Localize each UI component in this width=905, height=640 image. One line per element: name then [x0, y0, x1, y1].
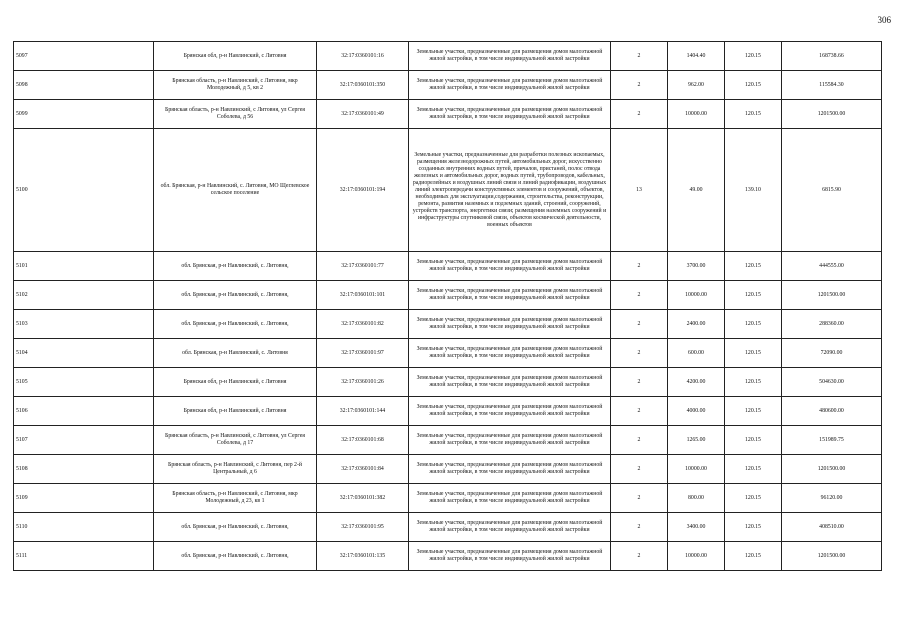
permitted-use-cell: Земельные участки, предназначенные для размещения домов малоэтажной жилой застройки, в том числе индивидуальной жилой застройки — [409, 42, 611, 71]
permitted-use-cell: Земельные участки, предназначенные для размещения домов малоэтажной жилой застройки, в том числе индивидуальной жилой застройки — [409, 542, 611, 571]
permitted-use-cell: Земельные участки, предназначенные для размещения домов малоэтажной жилой застройки, в том числе индивидуальной жилой застройки — [409, 484, 611, 513]
table-row — [14, 426, 882, 455]
row-number: 5108 — [14, 455, 154, 484]
table-body — [14, 42, 882, 571]
permitted-use-cell: Земельные участки, предназначенные для размещения домов малоэтажной жилой застройки, в том числе индивидуальной жилой застройки — [409, 252, 611, 281]
permitted-use-cell: Земельные участки, предназначенные для размещения домов малоэтажной жилой застройки, в том числе индивидуальной жилой застройки — [409, 100, 611, 129]
table-row — [14, 281, 882, 310]
table-row — [14, 542, 882, 571]
area-cell: 962.00 — [668, 71, 725, 100]
use-group-cell: 2 — [611, 339, 668, 368]
area-cell: 800.00 — [668, 484, 725, 513]
row-number: 5102 — [14, 281, 154, 310]
cadastral-number-cell: 32:17:0360101:68 — [317, 426, 409, 455]
cadastral-number-cell: 32:17:0360101:84 — [317, 455, 409, 484]
cadastral-value-cell: 96120.00 — [782, 484, 882, 513]
row-number: 5104 — [14, 339, 154, 368]
table-row — [14, 100, 882, 129]
cadastral-number-cell: 32:17:0360101:382 — [317, 484, 409, 513]
address-cell: Брянская обл, р-н Навлинский, с Литовня — [154, 42, 317, 71]
permitted-use-cell: Земельные участки, предназначенные для размещения домов малоэтажной жилой застройки, в том числе индивидуальной жилой застройки — [409, 310, 611, 339]
row-number: 5110 — [14, 513, 154, 542]
use-group-cell: 2 — [611, 513, 668, 542]
table-row — [14, 310, 882, 339]
use-group-cell: 2 — [611, 71, 668, 100]
cadastral-number-cell: 32:17:0360101:144 — [317, 397, 409, 426]
address-cell: Брянская обл, р-н Навлинский, с Литовня — [154, 397, 317, 426]
use-group-cell: 2 — [611, 426, 668, 455]
cadastral-number-cell: 32:17:0360101:194 — [317, 129, 409, 252]
cadastral-value-cell: 151989.75 — [782, 426, 882, 455]
cadastral-value-cell: 504630.00 — [782, 368, 882, 397]
specific-value-cell: 120.15 — [725, 71, 782, 100]
row-number: 5100 — [14, 129, 154, 252]
cadastral-value-cell: 444555.00 — [782, 252, 882, 281]
area-cell: 3700.00 — [668, 252, 725, 281]
permitted-use-cell: Земельные участки, предназначенные для размещения домов малоэтажной жилой застройки, в том числе индивидуальной жилой застройки — [409, 397, 611, 426]
area-cell: 3400.00 — [668, 513, 725, 542]
permitted-use-cell: Земельные участки, предназначенные для размещения домов малоэтажной жилой застройки, в том числе индивидуальной жилой застройки — [409, 513, 611, 542]
permitted-use-cell: Земельные участки, предназначенные для размещения домов малоэтажной жилой застройки, в том числе индивидуальной жилой застройки — [409, 281, 611, 310]
cadastral-number-cell: 32:17:0360101:16 — [317, 42, 409, 71]
specific-value-cell: 120.15 — [725, 455, 782, 484]
table-row — [14, 42, 882, 71]
area-cell: 4000.00 — [668, 397, 725, 426]
row-number: 5106 — [14, 397, 154, 426]
cadastral-value-table — [13, 41, 882, 571]
cadastral-value-cell: 1201500.00 — [782, 100, 882, 129]
use-group-cell: 2 — [611, 368, 668, 397]
area-cell: 49.00 — [668, 129, 725, 252]
use-group-cell: 2 — [611, 542, 668, 571]
cadastral-number-cell: 32:17:0360101:101 — [317, 281, 409, 310]
use-group-cell: 2 — [611, 397, 668, 426]
specific-value-cell: 120.15 — [725, 397, 782, 426]
area-cell: 10000.00 — [668, 542, 725, 571]
cadastral-number-cell: 32:17:0360101:350 — [317, 71, 409, 100]
address-cell: Брянская область, р-н Навлинский, с Литовня, мкр Молодежный, д 5, кв 2 — [154, 71, 317, 100]
specific-value-cell: 120.15 — [725, 252, 782, 281]
use-group-cell: 2 — [611, 100, 668, 129]
page-number: 306 — [877, 15, 891, 25]
specific-value-cell: 139.10 — [725, 129, 782, 252]
row-number: 5101 — [14, 252, 154, 281]
table-row — [14, 513, 882, 542]
table-row — [14, 339, 882, 368]
table-row — [14, 252, 882, 281]
cadastral-value-cell: 408510.00 — [782, 513, 882, 542]
row-number: 5103 — [14, 310, 154, 339]
cadastral-number-cell: 32:17:0360101:49 — [317, 100, 409, 129]
specific-value-cell: 120.15 — [725, 310, 782, 339]
specific-value-cell: 120.15 — [725, 484, 782, 513]
table-row — [14, 484, 882, 513]
specific-value-cell: 120.15 — [725, 426, 782, 455]
use-group-cell: 2 — [611, 252, 668, 281]
area-cell: 600.00 — [668, 339, 725, 368]
cadastral-value-cell: 6815.90 — [782, 129, 882, 252]
table-row — [14, 129, 882, 252]
cadastral-number-cell: 32:17:0360101:135 — [317, 542, 409, 571]
table-row — [14, 71, 882, 100]
cadastral-value-cell: 1201500.00 — [782, 455, 882, 484]
area-cell: 10000.00 — [668, 455, 725, 484]
permitted-use-cell: Земельные участки, предназначенные для размещения домов малоэтажной жилой застройки, в том числе индивидуальной жилой застройки — [409, 426, 611, 455]
specific-value-cell: 120.15 — [725, 42, 782, 71]
permitted-use-cell: Земельные участки, предназначенные для размещения домов малоэтажной жилой застройки, в том числе индивидуальной жилой застройки — [409, 339, 611, 368]
area-cell: 1404.40 — [668, 42, 725, 71]
specific-value-cell: 120.15 — [725, 100, 782, 129]
use-group-cell: 2 — [611, 455, 668, 484]
area-cell: 2400.00 — [668, 310, 725, 339]
use-group-cell: 2 — [611, 484, 668, 513]
specific-value-cell: 120.15 — [725, 339, 782, 368]
cadastral-value-cell: 115584.30 — [782, 71, 882, 100]
row-number: 5099 — [14, 100, 154, 129]
cadastral-value-cell: 1201500.00 — [782, 281, 882, 310]
specific-value-cell: 120.15 — [725, 513, 782, 542]
specific-value-cell: 120.15 — [725, 542, 782, 571]
address-cell: обл. Брянская, р-н Навлинский, с. Литовня, МО Щеглевское сельское поселение — [154, 129, 317, 252]
address-cell: Брянская область, р-н Навлинский, с Литовня, мкр Молодежный, д 23, кв 1 — [154, 484, 317, 513]
cadastral-value-cell: 1201500.00 — [782, 542, 882, 571]
cadastral-value-cell: 168738.66 — [782, 42, 882, 71]
address-cell: обл. Брянская, р-н Навлинский, с. Литовня, — [154, 513, 317, 542]
row-number: 5109 — [14, 484, 154, 513]
cadastral-value-cell: 480600.00 — [782, 397, 882, 426]
table-row — [14, 397, 882, 426]
cadastral-number-cell: 32:17:0360101:97 — [317, 339, 409, 368]
row-number: 5097 — [14, 42, 154, 71]
address-cell: обл. Брянская, р-н Навлинский, с. Литовня, — [154, 542, 317, 571]
permitted-use-cell: Земельные участки, предназначенные для размещения домов малоэтажной жилой застройки, в том числе индивидуальной жилой застройки — [409, 455, 611, 484]
specific-value-cell: 120.15 — [725, 281, 782, 310]
table-row — [14, 368, 882, 397]
address-cell: Брянская область, р-н Навлинский, с Литовня, ул Сергея Соболева, д 17 — [154, 426, 317, 455]
use-group-cell: 13 — [611, 129, 668, 252]
cadastral-number-cell: 32:17:0360101:95 — [317, 513, 409, 542]
row-number: 5105 — [14, 368, 154, 397]
use-group-cell: 2 — [611, 42, 668, 71]
area-cell: 10000.00 — [668, 100, 725, 129]
area-cell: 1265.00 — [668, 426, 725, 455]
address-cell: обл. Брянская, р-н Навлинский, с. Литовня, — [154, 252, 317, 281]
address-cell: Брянская область, р-н Навлинский, с Литовня, ул Сергея Соболева, д 56 — [154, 100, 317, 129]
permitted-use-cell: Земельные участки, предназначенные для размещения домов малоэтажной жилой застройки, в том числе индивидуальной жилой застройки — [409, 368, 611, 397]
cadastral-value-cell: 288360.00 — [782, 310, 882, 339]
address-cell: обл. Брянская, р-н Навлинский, с. Литовня, — [154, 281, 317, 310]
cadastral-number-cell: 32:17:0360101:26 — [317, 368, 409, 397]
address-cell: Брянская обл, р-н Навлинский, с Литовня — [154, 368, 317, 397]
permitted-use-cell: Земельные участки, предназначенные для размещения домов малоэтажной жилой застройки, в том числе индивидуальной жилой застройки — [409, 71, 611, 100]
row-number: 5111 — [14, 542, 154, 571]
cadastral-value-cell: 72090.00 — [782, 339, 882, 368]
address-cell: обл. Брянская, р-н Навлинский, с. Литовня — [154, 339, 317, 368]
specific-value-cell: 120.15 — [725, 368, 782, 397]
area-cell: 10000.00 — [668, 281, 725, 310]
cadastral-number-cell: 32:17:0360101:77 — [317, 252, 409, 281]
table-row — [14, 455, 882, 484]
row-number: 5107 — [14, 426, 154, 455]
row-number: 5098 — [14, 71, 154, 100]
use-group-cell: 2 — [611, 310, 668, 339]
address-cell: Брянская область, р-н Навлинский, с Литовня, пер 2-й Центральный, д 6 — [154, 455, 317, 484]
permitted-use-cell: Земельные участки, предназначенные для разработки полезных ископаемых, размещения железнодорожных путей, автомобильных дорог, искусственно созданных внутренних водных путей, причалов, пристаней, полос отвода железных и автомобильных дорог, водных путей, трубопроводов, кабельных, радиорелейных и воздушных линий связи и линий радиофикации, воздушных линий электропередачи конструктивных элементов и сооружений, объектов, необходимых для эксплуатации,содержания, строительства, реконструкции, ремонта, развития наземных и подземных зданий, строений, сооружений, устройств транспорта, энергетики связи; размещения наземных сооружений и инфраструктуры спутниковой связи, объектов космической деятельности, военных объектов — [409, 129, 611, 252]
address-cell: обл. Брянская, р-н Навлинский, с. Литовня, — [154, 310, 317, 339]
area-cell: 4200.00 — [668, 368, 725, 397]
cadastral-number-cell: 32:17:0360101:82 — [317, 310, 409, 339]
use-group-cell: 2 — [611, 281, 668, 310]
